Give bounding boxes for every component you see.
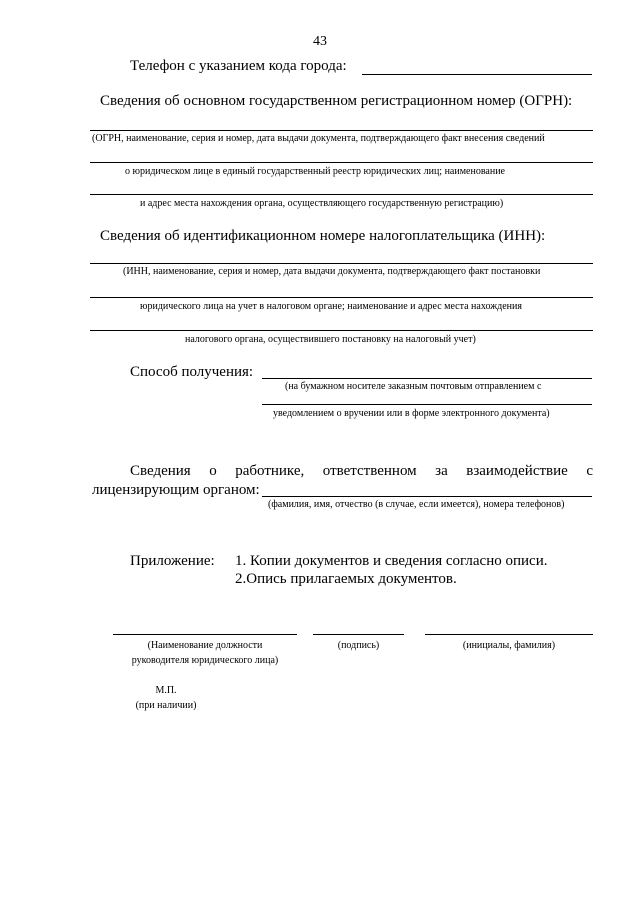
contact-label-line-1: Сведения о работнике, ответственном за взаимодействие с xyxy=(130,463,593,479)
attachment-label: Приложение: xyxy=(130,553,215,569)
ogrn-hint-2: о юридическом лице в единый государственный реестр юридических лиц; наименование xyxy=(125,166,505,177)
contact-hint: (фамилия, имя, отчество (в случае, если имеется), номера телефонов) xyxy=(268,499,565,510)
ogrn-hint-1: (ОГРН, наименование, серия и номер, дата выдачи документа, подтверждающего факт внесения сведений xyxy=(92,133,545,144)
method-hint-2: уведомлением о вручении или в форме электронного документа) xyxy=(273,408,550,419)
signature-field-line[interactable] xyxy=(313,634,404,635)
ogrn-field-line-2[interactable] xyxy=(90,162,593,163)
stamp-label: М.П. xyxy=(155,685,177,696)
contact-field-line[interactable] xyxy=(262,496,592,497)
ogrn-heading: Сведения об основном государственном регистрационном номер (ОГРН): xyxy=(100,93,573,109)
signature-hint: (подпись) xyxy=(337,640,380,651)
ogrn-hint-3: и адрес места нахождения органа, осуществляющего государственную регистрацию) xyxy=(140,198,504,209)
phone-field-line[interactable] xyxy=(362,74,592,75)
stamp-note: (при наличии) xyxy=(135,700,197,711)
position-field-line[interactable] xyxy=(113,634,297,635)
ogrn-field-line-1[interactable] xyxy=(90,130,593,131)
inn-hint-2: юридического лица на учет в налоговом органе; наименование и адрес места нахождения xyxy=(140,301,522,312)
name-field-line[interactable] xyxy=(425,634,593,635)
name-hint: (инициалы, фамилия) xyxy=(462,640,556,651)
page-number: 43 xyxy=(313,34,327,49)
ogrn-field-line-3[interactable] xyxy=(90,194,593,195)
method-hint-1: (на бумажном носителе заказным почтовым отправлением с xyxy=(285,381,542,392)
inn-hint-3: налогового органа, осуществившего постановку на налоговый учет) xyxy=(185,334,476,345)
attachment-item-1: 1. Копии документов и сведения согласно описи. xyxy=(235,553,548,569)
contact-label-line-2: лицензирующим органом: xyxy=(92,482,260,498)
position-hint-2: руководителя юридического лица) xyxy=(131,655,279,666)
method-field-line-2[interactable] xyxy=(262,404,592,405)
inn-field-line-1[interactable] xyxy=(90,263,593,264)
method-field-line-1[interactable] xyxy=(262,378,592,379)
inn-hint-1: (ИНН, наименование, серия и номер, дата выдачи документа, подтверждающего факт постановки xyxy=(123,266,541,277)
inn-field-line-3[interactable] xyxy=(90,330,593,331)
attachment-item-2: 2.Опись прилагаемых документов. xyxy=(235,571,457,587)
position-hint-1: (Наименование должности xyxy=(147,640,263,651)
inn-heading: Сведения об идентификационном номере налогоплательщика (ИНН): xyxy=(100,228,546,244)
inn-field-line-2[interactable] xyxy=(90,297,593,298)
method-label: Способ получения: xyxy=(130,364,254,380)
phone-label: Телефон с указанием кода города: xyxy=(130,58,347,74)
